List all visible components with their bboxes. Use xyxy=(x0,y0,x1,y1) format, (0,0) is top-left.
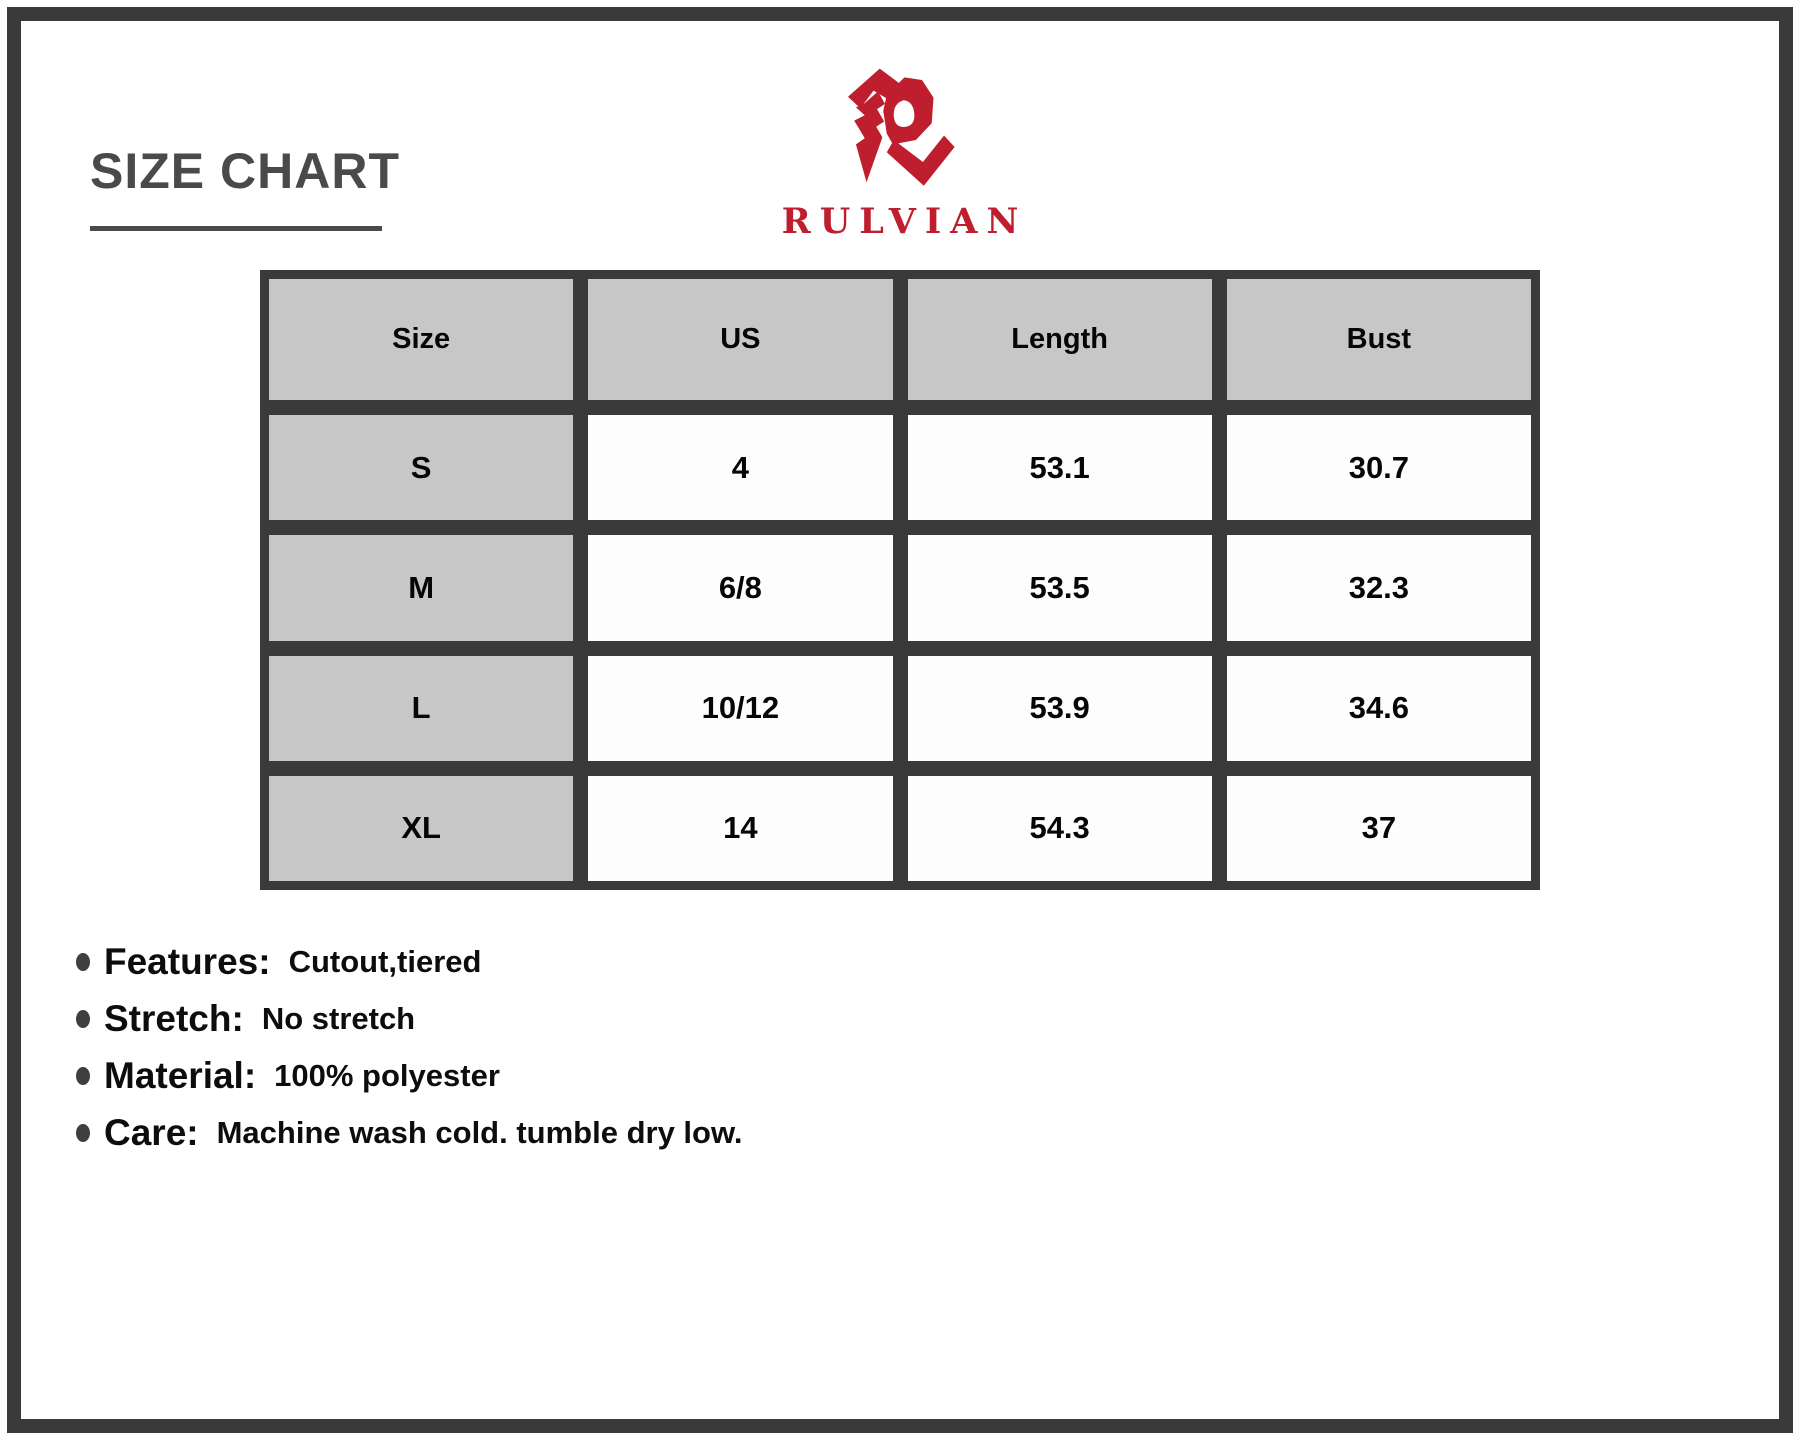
detail-item-care xyxy=(76,1111,743,1154)
detail-item-stretch xyxy=(76,997,743,1040)
detail-label: Features: xyxy=(104,940,271,982)
row-l-size-cell: L xyxy=(269,656,573,761)
row-m-size-cell: M xyxy=(269,535,573,640)
detail-item-features xyxy=(76,940,743,983)
bullet-icon xyxy=(76,1010,90,1028)
detail-value: 100% polyester xyxy=(274,1057,500,1093)
row-xl-us-cell: 14 xyxy=(588,776,892,881)
column-header-us: US xyxy=(588,279,892,400)
brand-logo-icon xyxy=(825,58,975,199)
row-m-bust-cell: 32.3 xyxy=(1227,535,1531,640)
page-title: SIZE CHART xyxy=(90,143,400,199)
brand-block xyxy=(730,58,1070,242)
row-xl-bust-cell: 37 xyxy=(1227,776,1531,881)
product-details-list xyxy=(76,940,743,1168)
row-m-length-cell: 53.5 xyxy=(908,535,1212,640)
row-s-bust-cell: 30.7 xyxy=(1227,415,1531,520)
title-underline xyxy=(90,226,382,231)
row-s-us-cell: 4 xyxy=(588,415,892,520)
row-l-us-cell: 10/12 xyxy=(588,656,892,761)
detail-value: Cutout,tiered xyxy=(288,943,482,979)
detail-label: Stretch: xyxy=(104,997,244,1039)
row-m-us-cell: 6/8 xyxy=(588,535,892,640)
detail-value: Machine wash cold. tumble dry low. xyxy=(216,1114,743,1150)
row-s-length-cell: 53.1 xyxy=(908,415,1212,520)
bullet-icon xyxy=(76,953,90,971)
bullet-icon xyxy=(76,1067,90,1085)
detail-item-material xyxy=(76,1054,743,1097)
title-block xyxy=(90,143,400,231)
column-header-length: Length xyxy=(908,279,1212,400)
detail-value: No stretch xyxy=(261,1000,416,1036)
column-header-bust: Bust xyxy=(1227,279,1531,400)
column-header-size: Size xyxy=(269,279,573,400)
size-table xyxy=(260,270,1540,890)
brand-wordmark: RULVIAN xyxy=(781,201,1028,242)
bullet-icon xyxy=(76,1124,90,1142)
row-s-size-cell: S xyxy=(269,415,573,520)
row-xl-size-cell: XL xyxy=(269,776,573,881)
detail-label: Care: xyxy=(104,1111,199,1153)
row-xl-length-cell: 54.3 xyxy=(908,776,1212,881)
row-l-bust-cell: 34.6 xyxy=(1227,656,1531,761)
detail-label: Material: xyxy=(104,1054,257,1096)
row-l-length-cell: 53.9 xyxy=(908,656,1212,761)
